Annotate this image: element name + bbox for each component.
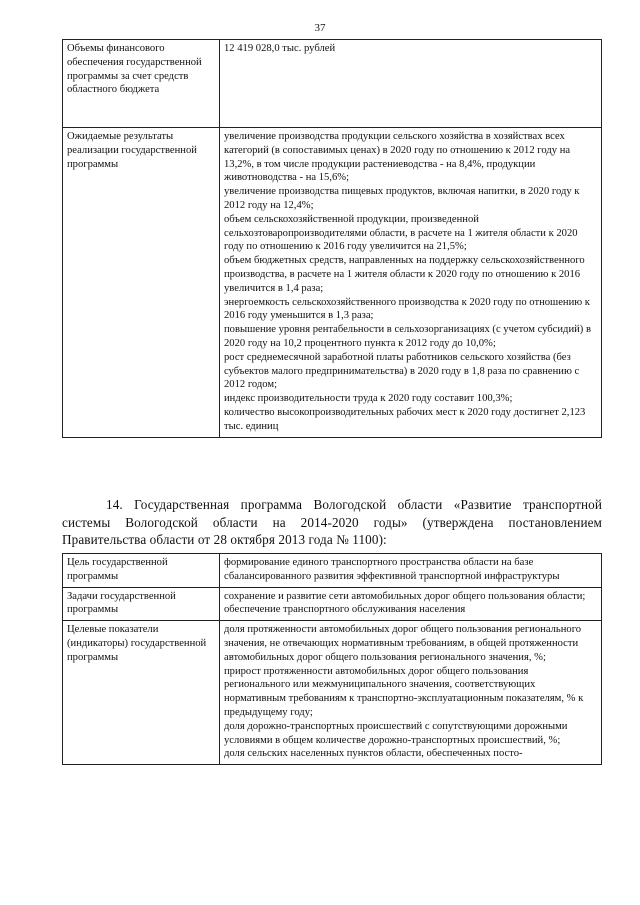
table-row-tasks	[63, 587, 602, 621]
cell-line: 12 419 028,0 тыс. рублей	[224, 43, 336, 54]
row-label-expected-results: Ожидаемые результаты реализации государственной программы	[63, 128, 220, 438]
cell-line: объем сельскохозяйственной продукции, произведенной сельхозтоваропроизводителями области, в расчете на 1 жителя области к 2020 году по отношению к 2016 году увеличится на 21,5%;	[224, 213, 578, 253]
table-row-indicators	[63, 621, 602, 765]
row-value-goal	[220, 554, 602, 588]
passport-table-agriculture	[62, 39, 602, 438]
row-value-indicators	[220, 621, 602, 765]
cell-line: сохранение и развитие сети автомобильных дорог общего пользования области;	[224, 590, 586, 602]
row-label-indicators: Целевые показатели (индикаторы) государственной программы	[63, 621, 220, 765]
row-label-tasks: Задачи государственной программы	[63, 587, 220, 621]
passport-table-transport	[62, 553, 602, 765]
table-row-expected-results	[63, 128, 602, 438]
cell-line: прирост протяженности автомобильных дорог общего пользования регионального или межмуниципального значения, соответствующих нормативным требованиям к транспортно-эксплуатационным показателям, % к предыдущему году;	[224, 665, 584, 718]
row-value-funding	[220, 40, 602, 128]
row-value-tasks	[220, 587, 602, 621]
cell-line: энергоемкость сельскохозяйственного производства к 2020 году по отношению к 2016 году уменьшится в 1,3 раза;	[224, 296, 590, 322]
cell-line: увеличение производства продукции сельского хозяйства в хозяйствах всех категорий (в сопоставимых ценах) в 2020 году по отношению к 2012 году на 13,2%, в том числе продукции растениеводства - на 8,4%, продукции животноводства - на 15,6%;	[224, 131, 571, 184]
section-heading-transport-program: 14. Государственная программа Вологодской области «Развитие транспортной системы Вологодской области на 2014-2020 годы» (утверждена постановлением Правительства области от 28 октября 2013 года № 1100):	[62, 497, 602, 548]
cell-line: обеспечение транспортного обслуживания населения	[224, 604, 466, 616]
cell-line: рост среднемесячной заработной платы работников сельского хозяйства (без субъектов малого предпринимательства) в 2020 году в 1,8 раза по сравнению с 2012 годом;	[224, 351, 580, 391]
cell-line: повышение уровня рентабельности в сельхозорганизациях (с учетом субсидий) в 2020 году на 10,2 процентного пункта к 2012 году до 10,0%;	[224, 324, 591, 349]
cell-line: доля дорожно-транспортных происшествий с сопутствующими дорожными условиями в общем количестве дорожно-транспортных происшествий, %;	[224, 720, 568, 746]
row-value-expected-results	[220, 128, 602, 438]
row-label-funding: Объемы финансового обеспечения государственной программы за счет средств областного бюджета	[63, 40, 220, 128]
page-number: 37	[314, 22, 326, 34]
cell-line: увеличение производства пищевых продуктов, включая напитки, в 2020 году к 2012 году на 12,4%;	[224, 186, 580, 211]
cell-line: формирование единого транспортного пространства области на базе сбалансированного развития эффективной транспортной инфраструктуры	[224, 557, 560, 582]
row-label-goal: Цель государственной программы	[63, 554, 220, 588]
cell-line: количество высокопроизводительных рабочих мест к 2020 году достигнет 2,123 тыс. единиц	[224, 406, 586, 432]
table-row-goal	[63, 554, 602, 588]
cell-line: индекс производительности труда к 2020 году составит 100,3%;	[224, 393, 513, 405]
cell-line: объем бюджетных средств, направленных на поддержку сельскохозяйственного производства, в расчете на 1 жителя области к 2020 году по отношению к 2016 увеличится в 1,4 раза;	[224, 255, 585, 294]
table-row-funding	[63, 40, 602, 128]
cell-line: доля протяженности автомобильных дорог общего пользования регионального значения, не отвечающих нормативным требованиям, в общей протяженности автомобильных дорог общего пользования регионального значения, %;	[224, 624, 582, 663]
cell-line: доля сельских населенных пунктов области, обеспеченных посто-	[224, 748, 523, 760]
